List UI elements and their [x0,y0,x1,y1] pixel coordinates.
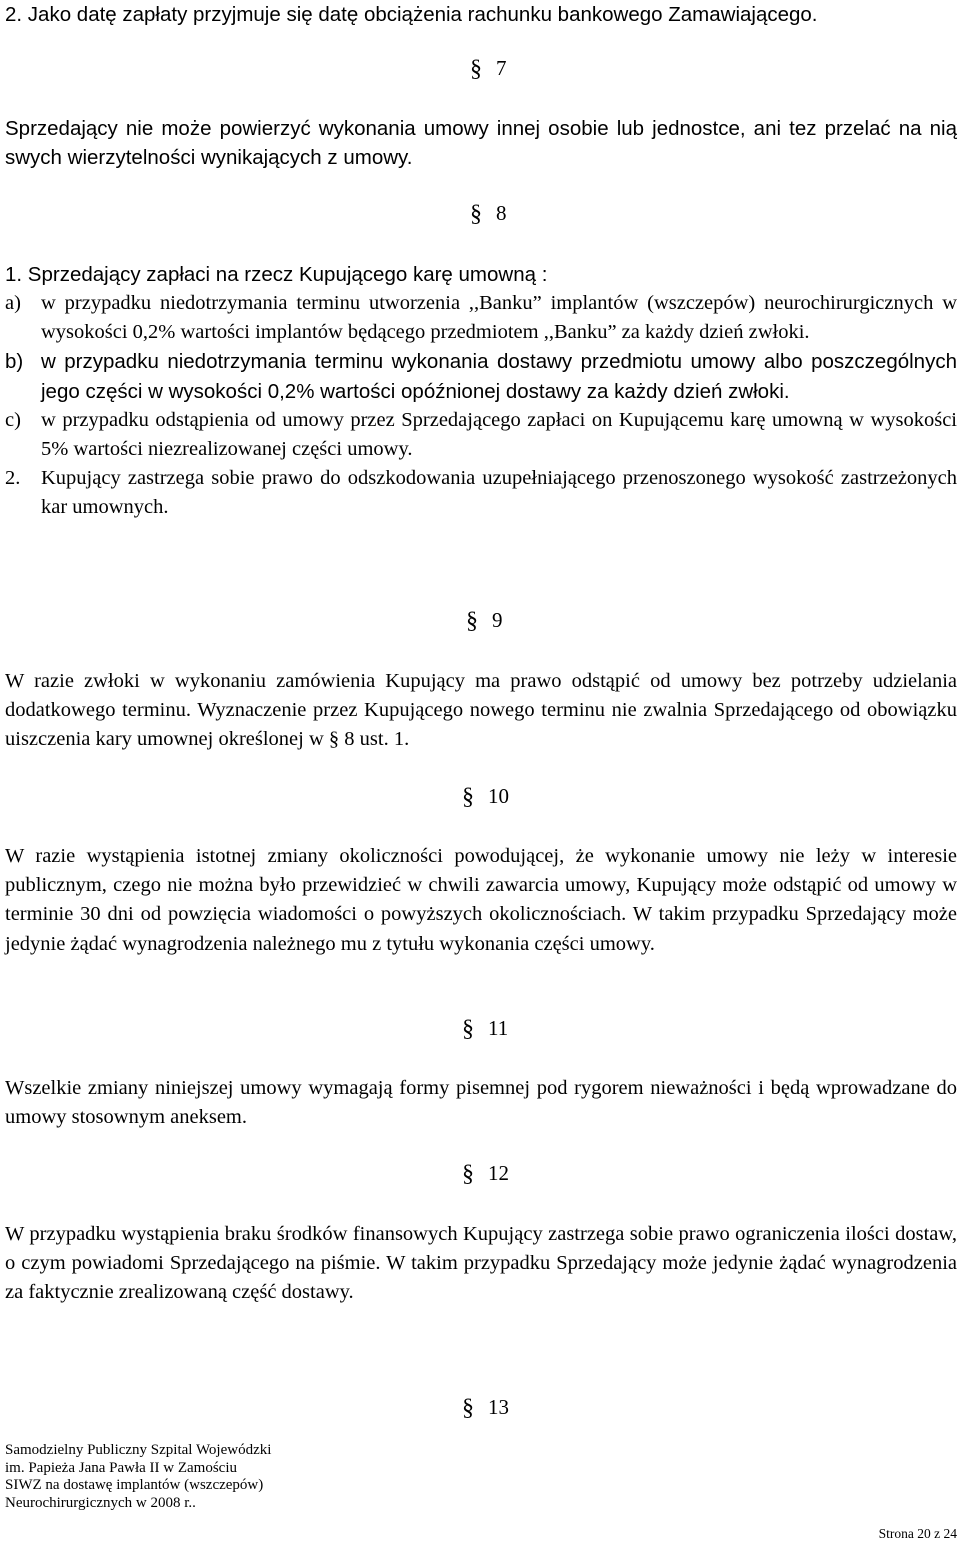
item-label: c) [5,408,21,431]
section-7-text: Sprzedający nie może powierzyć wykonania umowy innej osobie lub jednostce, ani tez przelać na nią swych wierzytelności wynikających z umowy. [5,117,957,170]
section-sign: § [462,1016,474,1042]
section-number: 13 [488,1395,509,1419]
section-number: 11 [488,1016,509,1040]
section-sign: § [466,608,478,634]
list-item [5,464,957,522]
section-12-text: W przypadku wystąpienia braku środków finansowych Kupujący zastrzega sobie prawo ograniczenia ilości dostaw, o czym powiadomi Sprzedającego na piśmie. W takim przypadku Sprzedający może jedynie żądać wynagrodzenia za faktycznie zrealizowaną część dostawy. [5,1223,957,1304]
item-text: Kupujący zastrzega sobie prawo do odszkodowania uzupełniającego przenoszonego wysokość zastrzeżonych kar umownych. [41,467,957,519]
list-item [5,347,957,405]
section-number: 9 [492,608,503,632]
section-heading-9 [466,608,503,635]
section-heading-11 [462,1016,508,1043]
page-number: Strona 20 z 24 [878,1526,957,1541]
section-heading-12 [462,1161,509,1188]
section-sign: § [462,1395,474,1421]
section-8-items [5,289,957,523]
section-10-text: W razie wystąpienia istotnej zmiany okoliczności powodującej, że wykonanie umowy nie leży w interesie publicznym, czego nie można było przewidzieć w chwili zawarcia umowy, Kupujący może odstąpić od umowy w terminie 30 dni od powzięcia wiadomości o powyższych okolicznościach. W takim przypadku Sprzedający może jedynie żądać wynagrodzenia należnego mu z tytułu wykonania części umowy. [5,845,957,955]
item-label: a) [5,292,21,314]
footer-line: Samodzielny Publiczny Szpital Wojewódzki [5,1442,272,1458]
list-item [5,289,957,347]
footer-line: Neurochirurgicznych w 2008 r.. [5,1494,196,1511]
section-number: 7 [496,56,507,80]
section-heading-7 [470,56,507,83]
footer-line: im. Papieża Jana Pawła II w Zamościu [5,1459,238,1476]
section-sign: § [462,784,474,810]
section-sign: § [462,1161,474,1187]
item-label: b) [5,350,24,374]
section-number: 10 [488,784,509,808]
section-heading-10 [462,784,509,811]
section-number: 12 [488,1161,509,1185]
document-footer [5,1442,271,1512]
section-sign: § [470,56,482,82]
section-heading-13 [462,1395,509,1422]
section-9-text: W razie zwłoki w wykonaniu zamówienia Kupujący ma prawo odstąpić od umowy bez potrzeby udzielania dodatkowego terminu. Wyznaczenie przez Kupującego nowego terminu nie zwalnia Sprzedającego od obowiązku uiszczenia kary umownej określonej w § 8 ust. 1. [5,670,957,751]
section-8-intro: 1. Sprzedający zapłaci na rzecz Kupującego karę umowną : [5,263,548,286]
section-sign: § [470,201,482,227]
section-11-text: Wszelkie zmiany niniejszej umowy wymagają formy pisemnej pod rygorem nieważności i będą wprowadzane do umowy stosownym aneksem. [5,1077,957,1129]
footer-line: SIWZ na dostawę implantów (wszczepów) [5,1477,264,1493]
list-item [5,406,957,464]
payment-date-clause: 2. Jako datę zapłaty przyjmuje się datę obciążenia rachunku bankowego Zamawiającego. [5,3,818,26]
item-label: 2. [5,467,21,490]
item-text: w przypadku odstąpienia od umowy przez Sprzedającego zapłaci on Kupującemu karę umowną w wysokości 5% wartości niezrealizowanej części umowy. [41,408,957,461]
item-text: w przypadku niedotrzymania terminu wykonania dostawy przedmiotu umowy albo poszczególnych jego części w wysokości 0,2% wartości opóźnionej dostawy za każdy dzień zwłoki. [41,350,957,403]
section-heading-8 [470,201,507,228]
item-text: w przypadku niedotrzymania terminu utworzenia ,,Banku” implantów (wszczepów) neurochirurgicznych w wysokości 0,2% wartości implantów będącego przedmiotem ,,Banku” za każdy dzień zwłoki. [41,292,957,344]
section-number: 8 [496,201,507,225]
